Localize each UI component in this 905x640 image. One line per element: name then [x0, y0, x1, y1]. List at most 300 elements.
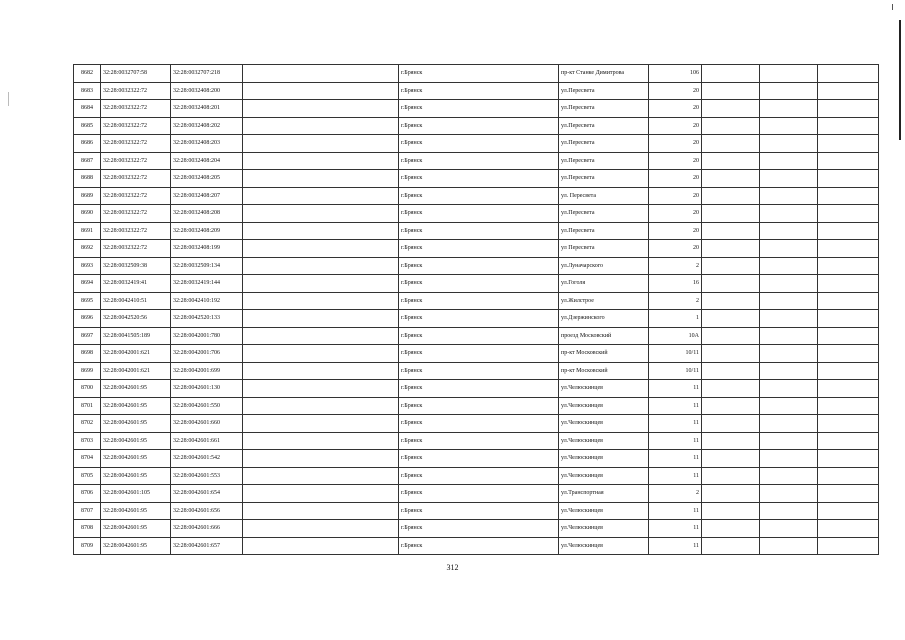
table-cell-col-8 [760, 275, 818, 293]
table-cell-col-5: ул.Челюскинцев [559, 520, 649, 538]
table-row [74, 432, 879, 450]
table-row [74, 345, 879, 363]
table-cell-col-0: 8707 [74, 502, 101, 520]
table-cell-col-7 [702, 520, 760, 538]
table-row [74, 520, 879, 538]
table-cell-col-6: 11 [649, 397, 702, 415]
table-cell-col-7 [702, 205, 760, 223]
table-cell-col-4: г.Брянск [399, 397, 559, 415]
table-cell-col-6: 11 [649, 467, 702, 485]
table-cell-col-4: г.Брянск [399, 222, 559, 240]
table-cell-col-3 [243, 537, 399, 555]
table-cell-col-5: ул.Жилстрое [559, 292, 649, 310]
table-cell-col-8 [760, 292, 818, 310]
table-cell-col-3 [243, 415, 399, 433]
table-cell-col-5: ул.Пересвета [559, 170, 649, 188]
table-cell-col-4: г.Брянск [399, 485, 559, 503]
table-cell-col-4: г.Брянск [399, 275, 559, 293]
table-cell-col-9 [818, 117, 879, 135]
table-cell-col-1: 32:28:0032322:72 [101, 82, 171, 100]
table-cell-col-4: г.Брянск [399, 345, 559, 363]
table-cell-col-5: ул Пересвета [559, 240, 649, 258]
table-cell-col-6: 1 [649, 310, 702, 328]
table-cell-col-4: г.Брянск [399, 257, 559, 275]
table-cell-col-9 [818, 397, 879, 415]
table-cell-col-7 [702, 450, 760, 468]
table-cell-col-5: ул.Пересвета [559, 135, 649, 153]
table-cell-col-2: 32:28:0042601:542 [171, 450, 243, 468]
table-cell-col-0: 8703 [74, 432, 101, 450]
table-cell-col-7 [702, 117, 760, 135]
table-cell-col-7 [702, 502, 760, 520]
table-cell-col-4: г.Брянск [399, 520, 559, 538]
table-cell-col-6: 20 [649, 100, 702, 118]
table-cell-col-1: 32:28:0032322:72 [101, 100, 171, 118]
table-cell-col-9 [818, 222, 879, 240]
table-row [74, 222, 879, 240]
table-cell-col-1: 32:28:0032322:72 [101, 170, 171, 188]
table-cell-col-1: 32:28:0042601:95 [101, 397, 171, 415]
table-cell-col-6: 10/11 [649, 345, 702, 363]
table-cell-col-3 [243, 65, 399, 83]
table-cell-col-2: 32:28:0032408:200 [171, 82, 243, 100]
table-cell-col-9 [818, 415, 879, 433]
table-cell-col-7 [702, 292, 760, 310]
table-cell-col-6: 20 [649, 170, 702, 188]
table-cell-col-0: 8694 [74, 275, 101, 293]
table-cell-col-3 [243, 117, 399, 135]
table-cell-col-4: г.Брянск [399, 65, 559, 83]
table-cell-col-2: 32:28:0032509:134 [171, 257, 243, 275]
table-cell-col-7 [702, 485, 760, 503]
table-cell-col-8 [760, 187, 818, 205]
table-cell-col-7 [702, 380, 760, 398]
table-cell-col-4: г.Брянск [399, 537, 559, 555]
table-cell-col-9 [818, 100, 879, 118]
table-cell-col-0: 8698 [74, 345, 101, 363]
table-cell-col-0: 8709 [74, 537, 101, 555]
table-cell-col-7 [702, 275, 760, 293]
registry-table [73, 64, 879, 555]
table-cell-col-9 [818, 152, 879, 170]
table-cell-col-6: 11 [649, 537, 702, 555]
table-cell-col-7 [702, 65, 760, 83]
table-cell-col-4: г.Брянск [399, 187, 559, 205]
table-cell-col-6: 2 [649, 292, 702, 310]
table-cell-col-6: 11 [649, 415, 702, 433]
table-row [74, 275, 879, 293]
table-cell-col-5: пр-кт Московский [559, 345, 649, 363]
table-row [74, 170, 879, 188]
table-cell-col-4: г.Брянск [399, 502, 559, 520]
table-cell-col-7 [702, 345, 760, 363]
table-cell-col-3 [243, 82, 399, 100]
table-cell-col-5: проезд Московский [559, 327, 649, 345]
table-row [74, 65, 879, 83]
table-cell-col-9 [818, 467, 879, 485]
table-cell-col-8 [760, 520, 818, 538]
table-cell-col-8 [760, 345, 818, 363]
table-cell-col-8 [760, 117, 818, 135]
table-cell-col-7 [702, 152, 760, 170]
table-cell-col-7 [702, 187, 760, 205]
table-cell-col-3 [243, 502, 399, 520]
table-cell-col-1: 32:28:0042601:95 [101, 537, 171, 555]
table-cell-col-6: 106 [649, 65, 702, 83]
table-cell-col-1: 32:28:0032322:72 [101, 152, 171, 170]
table-cell-col-2: 32:28:0042601:553 [171, 467, 243, 485]
table-cell-col-6: 20 [649, 222, 702, 240]
table-cell-col-1: 32:28:0041505:189 [101, 327, 171, 345]
table-row [74, 467, 879, 485]
table-cell-col-6: 20 [649, 187, 702, 205]
table-cell-col-1: 32:28:0032322:72 [101, 205, 171, 223]
table-cell-col-9 [818, 432, 879, 450]
table-cell-col-3 [243, 240, 399, 258]
table-cell-col-0: 8697 [74, 327, 101, 345]
table-cell-col-6: 20 [649, 82, 702, 100]
table-row [74, 257, 879, 275]
table-cell-col-2: 32:28:0042601:657 [171, 537, 243, 555]
table-cell-col-1: 32:28:0042601:95 [101, 415, 171, 433]
table-cell-col-1: 32:28:0032322:72 [101, 117, 171, 135]
table-row [74, 397, 879, 415]
table-cell-col-3 [243, 397, 399, 415]
table-cell-col-3 [243, 432, 399, 450]
table-row [74, 380, 879, 398]
table-cell-col-3 [243, 170, 399, 188]
table-cell-col-1: 32:28:0032322:72 [101, 135, 171, 153]
table-cell-col-5: ул.Челюскинцев [559, 415, 649, 433]
table-cell-col-0: 8696 [74, 310, 101, 328]
table-cell-col-7 [702, 310, 760, 328]
table-cell-col-8 [760, 65, 818, 83]
table-cell-col-8 [760, 450, 818, 468]
table-cell-col-0: 8705 [74, 467, 101, 485]
table-cell-col-7 [702, 82, 760, 100]
table-cell-col-3 [243, 152, 399, 170]
table-cell-col-8 [760, 432, 818, 450]
table-cell-col-9 [818, 170, 879, 188]
table-cell-col-0: 8686 [74, 135, 101, 153]
table-cell-col-2: 32:28:0042601:666 [171, 520, 243, 538]
table-cell-col-3 [243, 187, 399, 205]
table-cell-col-1: 32:28:0032707:58 [101, 65, 171, 83]
table-cell-col-7 [702, 432, 760, 450]
table-cell-col-3 [243, 100, 399, 118]
table-cell-col-6: 20 [649, 240, 702, 258]
table-cell-col-5: ул.Пересвета [559, 152, 649, 170]
table-cell-col-8 [760, 100, 818, 118]
table-cell-col-9 [818, 520, 879, 538]
table-cell-col-7 [702, 397, 760, 415]
table-cell-col-0: 8702 [74, 415, 101, 433]
table-cell-col-9 [818, 82, 879, 100]
table-cell-col-8 [760, 362, 818, 380]
page-number: 312 [446, 563, 459, 572]
table-cell-col-0: 8691 [74, 222, 101, 240]
table-cell-col-4: г.Брянск [399, 117, 559, 135]
table-cell-col-5: ул.Дзержинского [559, 310, 649, 328]
table-cell-col-9 [818, 240, 879, 258]
table-cell-col-6: 2 [649, 485, 702, 503]
table-cell-col-2: 32:28:0032707:218 [171, 65, 243, 83]
table-cell-col-3 [243, 257, 399, 275]
table-cell-col-4: г.Брянск [399, 380, 559, 398]
table-cell-col-2: 32:28:0032408:207 [171, 187, 243, 205]
table-cell-col-4: г.Брянск [399, 100, 559, 118]
table-cell-col-8 [760, 327, 818, 345]
table-cell-col-1: 32:28:0042601:95 [101, 450, 171, 468]
table-cell-col-7 [702, 362, 760, 380]
table-row [74, 292, 879, 310]
table-cell-col-1: 32:28:0042001:621 [101, 345, 171, 363]
table-cell-col-8 [760, 82, 818, 100]
table-cell-col-4: г.Брянск [399, 432, 559, 450]
table-cell-col-9 [818, 450, 879, 468]
table-cell-col-5: ул.Пересвета [559, 100, 649, 118]
table-cell-col-0: 8685 [74, 117, 101, 135]
table-row [74, 415, 879, 433]
table-cell-col-4: г.Брянск [399, 135, 559, 153]
table-cell-col-9 [818, 135, 879, 153]
table-cell-col-0: 8701 [74, 397, 101, 415]
table-cell-col-2: 32:28:0042001:699 [171, 362, 243, 380]
table-cell-col-3 [243, 327, 399, 345]
table-cell-col-0: 8687 [74, 152, 101, 170]
table-cell-col-7 [702, 222, 760, 240]
table-cell-col-8 [760, 240, 818, 258]
table-cell-col-7 [702, 257, 760, 275]
table-cell-col-9 [818, 292, 879, 310]
table-cell-col-4: г.Брянск [399, 415, 559, 433]
table-cell-col-7 [702, 135, 760, 153]
table-cell-col-5: ул.Пересвета [559, 82, 649, 100]
table-row [74, 537, 879, 555]
table-cell-col-1: 32:28:0032322:72 [101, 222, 171, 240]
table-cell-col-8 [760, 170, 818, 188]
table-row [74, 82, 879, 100]
table-cell-col-0: 8689 [74, 187, 101, 205]
table-cell-col-2: 32:28:0042601:550 [171, 397, 243, 415]
table-cell-col-4: г.Брянск [399, 240, 559, 258]
table-cell-col-9 [818, 275, 879, 293]
table-cell-col-8 [760, 310, 818, 328]
table-cell-col-1: 32:28:0042410:51 [101, 292, 171, 310]
table-cell-col-2: 32:28:0042601:660 [171, 415, 243, 433]
table-cell-col-2: 32:28:0032408:209 [171, 222, 243, 240]
table-cell-col-0: 8682 [74, 65, 101, 83]
table-cell-col-3 [243, 135, 399, 153]
table-cell-col-5: ул.Пересвета [559, 117, 649, 135]
table-cell-col-2: 32:28:0032408:201 [171, 100, 243, 118]
table-cell-col-8 [760, 415, 818, 433]
table-row [74, 100, 879, 118]
table-cell-col-4: г.Брянск [399, 170, 559, 188]
table-cell-col-4: г.Брянск [399, 82, 559, 100]
table-cell-col-6: 20 [649, 117, 702, 135]
table-cell-col-9 [818, 257, 879, 275]
table-row [74, 187, 879, 205]
table-row [74, 310, 879, 328]
table-cell-col-1: 32:28:0032419:41 [101, 275, 171, 293]
table-cell-col-2: 32:28:0042601:661 [171, 432, 243, 450]
table-cell-col-5: ул.Челюскинцев [559, 380, 649, 398]
table-cell-col-6: 11 [649, 450, 702, 468]
table-cell-col-4: г.Брянск [399, 450, 559, 468]
table-cell-col-1: 32:28:0042601:95 [101, 380, 171, 398]
table-cell-col-3 [243, 275, 399, 293]
table-cell-col-8 [760, 222, 818, 240]
table-cell-col-6: 11 [649, 502, 702, 520]
table-cell-col-5: ул. Пересвета [559, 187, 649, 205]
table-cell-col-2: 32:28:0042410:192 [171, 292, 243, 310]
table-cell-col-8 [760, 537, 818, 555]
table-cell-col-7 [702, 240, 760, 258]
table-cell-col-4: г.Брянск [399, 292, 559, 310]
table-cell-col-0: 8708 [74, 520, 101, 538]
table-cell-col-4: г.Брянск [399, 467, 559, 485]
table-cell-col-9 [818, 65, 879, 83]
table-cell-col-4: г.Брянск [399, 310, 559, 328]
table-cell-col-0: 8695 [74, 292, 101, 310]
table-cell-col-6: 10/11 [649, 362, 702, 380]
table-cell-col-7 [702, 537, 760, 555]
table-cell-col-0: 8690 [74, 205, 101, 223]
table-cell-col-3 [243, 222, 399, 240]
table-cell-col-2: 32:28:0032408:205 [171, 170, 243, 188]
table-cell-col-8 [760, 502, 818, 520]
table-row [74, 485, 879, 503]
table-cell-col-9 [818, 485, 879, 503]
table-row [74, 327, 879, 345]
table-cell-col-6: 20 [649, 205, 702, 223]
table-cell-col-0: 8706 [74, 485, 101, 503]
table-row [74, 450, 879, 468]
table-cell-col-5: ул.Луначарского [559, 257, 649, 275]
table-cell-col-0: 8684 [74, 100, 101, 118]
table-cell-col-5: ул.Пересвета [559, 205, 649, 223]
table-cell-col-7 [702, 415, 760, 433]
table-cell-col-1: 32:28:0042601:95 [101, 502, 171, 520]
table-cell-col-5: ул.Челюскинцев [559, 450, 649, 468]
table-cell-col-9 [818, 345, 879, 363]
table-cell-col-2: 32:28:0032408:203 [171, 135, 243, 153]
table-cell-col-8 [760, 257, 818, 275]
table-cell-col-2: 32:28:0042601:656 [171, 502, 243, 520]
table-row [74, 117, 879, 135]
table-cell-col-1: 32:28:0032322:72 [101, 187, 171, 205]
table-cell-col-5: ул.Транспортная [559, 485, 649, 503]
table-cell-col-6: 16 [649, 275, 702, 293]
table-cell-col-5: ул.Челюскинцев [559, 502, 649, 520]
table-cell-col-6: 20 [649, 135, 702, 153]
table-cell-col-5: ул.Челюскинцев [559, 432, 649, 450]
table-cell-col-1: 32:28:0042601:95 [101, 467, 171, 485]
table-cell-col-9 [818, 502, 879, 520]
table-cell-col-5: ул.Челюскинцев [559, 467, 649, 485]
table-cell-col-4: г.Брянск [399, 362, 559, 380]
table-cell-col-7 [702, 100, 760, 118]
table-cell-col-2: 32:28:0042601:130 [171, 380, 243, 398]
table-cell-col-8 [760, 380, 818, 398]
table-cell-col-2: 32:28:0032408:208 [171, 205, 243, 223]
table-cell-col-7 [702, 467, 760, 485]
table-cell-col-8 [760, 467, 818, 485]
table-cell-col-9 [818, 327, 879, 345]
table-cell-col-1: 32:28:0032322:72 [101, 240, 171, 258]
table-cell-col-5: ул.Челюскинцев [559, 537, 649, 555]
table-cell-col-6: 11 [649, 380, 702, 398]
scan-left-mark [8, 92, 9, 106]
table-cell-col-2: 32:28:0042520:133 [171, 310, 243, 328]
table-cell-col-0: 8693 [74, 257, 101, 275]
table-cell-col-3 [243, 345, 399, 363]
table-cell-col-9 [818, 537, 879, 555]
table-cell-col-9 [818, 310, 879, 328]
table-cell-col-2: 32:28:0042001:780 [171, 327, 243, 345]
table-cell-col-6: 11 [649, 520, 702, 538]
table-cell-col-1: 32:28:0042601:95 [101, 432, 171, 450]
table-cell-col-8 [760, 205, 818, 223]
table-cell-col-7 [702, 170, 760, 188]
table-cell-col-9 [818, 362, 879, 380]
table-cell-col-6: 11 [649, 432, 702, 450]
registry-table-body [74, 65, 879, 555]
table-cell-col-3 [243, 380, 399, 398]
table-cell-col-2: 32:28:0032419:144 [171, 275, 243, 293]
table-cell-col-5: ул.Челюскинцев [559, 397, 649, 415]
table-cell-col-8 [760, 135, 818, 153]
table-cell-col-2: 32:28:0032408:199 [171, 240, 243, 258]
table-cell-col-8 [760, 485, 818, 503]
table-cell-col-0: 8699 [74, 362, 101, 380]
table-row [74, 152, 879, 170]
table-cell-col-1: 32:28:0042601:105 [101, 485, 171, 503]
table-cell-col-1: 32:28:0042601:95 [101, 520, 171, 538]
table-cell-col-0: 8688 [74, 170, 101, 188]
table-cell-col-5: ул.Гоголя [559, 275, 649, 293]
table-cell-col-0: 8700 [74, 380, 101, 398]
table-cell-col-2: 32:28:0042601:654 [171, 485, 243, 503]
table-cell-col-0: 8692 [74, 240, 101, 258]
table-cell-col-3 [243, 310, 399, 328]
table-cell-col-1: 32:28:0032509:38 [101, 257, 171, 275]
table-cell-col-3 [243, 450, 399, 468]
table-row [74, 240, 879, 258]
table-cell-col-3 [243, 292, 399, 310]
table-cell-col-9 [818, 380, 879, 398]
scan-edge-tick [892, 4, 893, 10]
table-cell-col-5: пр-кт Станке Димитрова [559, 65, 649, 83]
table-cell-col-3 [243, 467, 399, 485]
table-cell-col-7 [702, 327, 760, 345]
table-cell-col-3 [243, 485, 399, 503]
table-cell-col-9 [818, 187, 879, 205]
table-cell-col-8 [760, 152, 818, 170]
table-cell-col-3 [243, 520, 399, 538]
table-cell-col-3 [243, 362, 399, 380]
table-cell-col-5: пр-кт Московский [559, 362, 649, 380]
table-cell-col-2: 32:28:0042001:706 [171, 345, 243, 363]
table-cell-col-1: 32:28:0042520:56 [101, 310, 171, 328]
table-cell-col-1: 32:28:0042001:621 [101, 362, 171, 380]
table-cell-col-6: 2 [649, 257, 702, 275]
table-cell-col-4: г.Брянск [399, 205, 559, 223]
table-cell-col-8 [760, 397, 818, 415]
table-cell-col-5: ул.Пересвета [559, 222, 649, 240]
table-cell-col-2: 32:28:0032408:204 [171, 152, 243, 170]
